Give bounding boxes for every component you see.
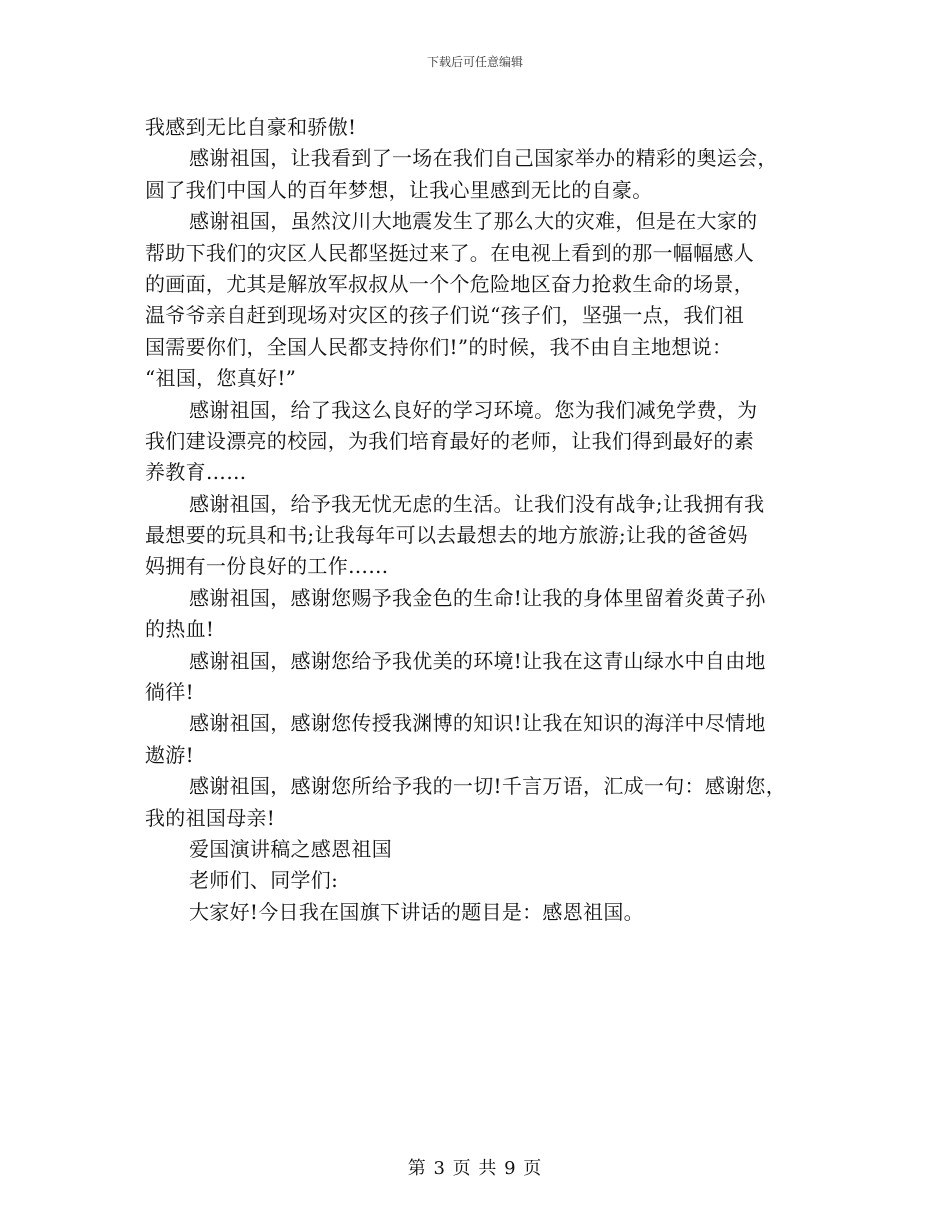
- text-line: 感谢祖国，给了我这么良好的学习环境。您为我们减免学费，为: [189, 397, 758, 422]
- page-header: 下载后可任意编辑: [426, 55, 523, 69]
- text-line: 我们建设漂亮的校园，为我们培育最好的老师，让我们得到最好的素: [145, 428, 754, 453]
- text-line: 感谢祖国，虽然汶川大地震发生了那么大的灾难，但是在大家的: [189, 209, 758, 234]
- text-line: 遨游!: [145, 742, 194, 767]
- text-line: 感谢祖国，感谢您赐予我金色的生命!让我的身体里留着炎黄子孙: [189, 585, 766, 610]
- text-line: 徜徉!: [145, 680, 194, 705]
- text-line: 养教育……: [145, 460, 247, 485]
- text-line: 国需要你们，全国人民都支持你们!”的时候，我不由自主地想说：: [145, 334, 733, 359]
- text-line: 温爷爷亲自赶到现场对灾区的孩子们说“孩子们，坚强一点，我们祖: [145, 303, 745, 328]
- text-line: 的画面，尤其是解放军叔叔从一个个危险地区奋力抢救生命的场景，: [145, 271, 754, 296]
- text-line: 圆了我们中国人的百年梦想，让我心里感到无比的自豪。: [145, 177, 653, 202]
- text-line: 大家好!今日我在国旗下讲话的题目是：感恩祖国。: [189, 899, 644, 924]
- text-line: 我的祖国母亲!: [145, 805, 276, 830]
- section-title: 爱国演讲稿之感恩祖国: [189, 836, 392, 861]
- text-line: 帮助下我们的灾区人民都坚挺过来了。在电视上看到的那一幅幅感人: [145, 240, 754, 265]
- text-line: 感谢祖国，感谢您给予我优美的环境!让我在这青山绿水中自由地: [189, 648, 766, 673]
- text-line: 感谢祖国，感谢您所给予我的一切!千言万语，汇成一句：感谢您，: [189, 774, 787, 799]
- text-line: 老师们、同学们:: [189, 868, 339, 893]
- text-line: 的热血!: [145, 617, 215, 642]
- text-line: 妈拥有一份良好的工作……: [145, 554, 389, 579]
- text-line: 感谢祖国，感谢您传授我渊博的知识!让我在知识的海洋中尽情地: [189, 711, 766, 736]
- text-line: 最想要的玩具和书;让我每年可以去最想去的地方旅游;让我的爸爸妈: [145, 523, 748, 548]
- text-line: 感谢祖国，给予我无忧无虑的生活。让我们没有战争;让我拥有我: [189, 491, 765, 516]
- text-line: 感谢祖国，让我看到了一场在我们自己国家举办的精彩的奥运会，: [189, 146, 778, 171]
- document-body: [145, 112, 815, 928]
- text-line: 我感到无比自豪和骄傲!: [145, 115, 357, 139]
- text-line: “祖国，您真好!”: [145, 366, 297, 391]
- page-number: 第 3 页 共 9 页: [407, 1158, 543, 1179]
